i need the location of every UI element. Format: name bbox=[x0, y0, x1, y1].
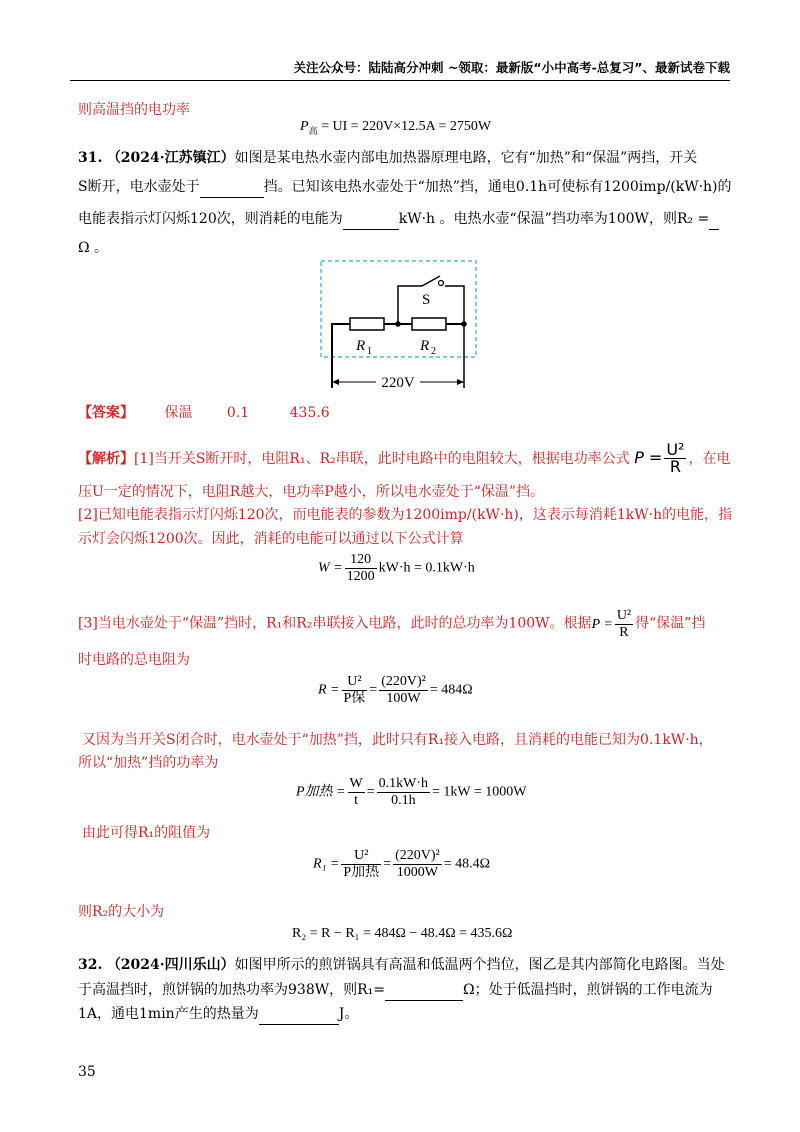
r1-eq-right: = 48.4Ω bbox=[443, 856, 491, 872]
power-rest: = UI = 220V×12.5A = 2750W bbox=[317, 119, 492, 134]
r1-den-1: P加热 bbox=[343, 865, 380, 880]
total-resistance-equation: R = $\frac{\text{U²}}{\text{P保}}$ = $\frac{\text{(220V)²}}{100W}$ = 484Ω bbox=[318, 674, 473, 706]
formula2-p: P = bbox=[591, 616, 613, 632]
switch-blade bbox=[422, 276, 440, 286]
resistance-fraction-1 bbox=[342, 674, 368, 707]
analysis-text-5b: 得“保温”挡 bbox=[635, 615, 706, 632]
q31-blank-3[interactable] bbox=[709, 209, 719, 230]
header-rule bbox=[70, 80, 730, 81]
heating-fraction-2 bbox=[377, 776, 430, 809]
analysis-line-3: [2]已知电能表指示灯闪烁120次，而电能表的参数为1200imp/(kW·h)，这表示每消耗1kW·h的电能，指 bbox=[78, 507, 733, 523]
r1-den-2: 1000W bbox=[396, 865, 438, 880]
q32-text-2b: Ω；处于低温挡时，煎饼锅的工作电流为 bbox=[463, 982, 713, 998]
energy-den: 1200 bbox=[346, 569, 375, 584]
q31-blank-2[interactable] bbox=[343, 209, 399, 230]
q32-line-2 bbox=[78, 980, 728, 1001]
resistance-eq-right: = 484Ω bbox=[429, 682, 473, 698]
analysis-line-8: 所以“加热”挡的功率为 bbox=[78, 755, 219, 771]
energy-fraction bbox=[345, 552, 377, 585]
heating-den-2: 0.1h bbox=[391, 793, 416, 808]
formula2-fraction bbox=[615, 608, 633, 641]
q31-line-2 bbox=[78, 177, 732, 198]
analysis-line-6: 时电路的总电阻为 bbox=[78, 652, 190, 668]
voltage-label: 220V bbox=[381, 375, 415, 391]
circuit-diagram bbox=[316, 258, 486, 398]
resistance-den-2: 100W bbox=[386, 691, 421, 706]
analysis-line-9: 由此可得R₁的阻值为 bbox=[82, 825, 211, 841]
left-wire bbox=[332, 324, 350, 388]
r1-fraction-2 bbox=[393, 848, 442, 881]
answer-line bbox=[78, 403, 728, 423]
arrow-right-head bbox=[457, 379, 464, 385]
analysis-line-1 bbox=[78, 440, 731, 476]
analysis-line-2: 压U一定的情况下，电阻R越大，电功率P越小，所以电水壶处于“保温”挡。 bbox=[78, 484, 545, 500]
answer-3: 435.6 bbox=[289, 405, 330, 421]
r2-subscript: 2 bbox=[431, 346, 436, 357]
formula1-p: P = bbox=[634, 448, 663, 467]
heating-power-equation: P加热 = $\frac{W}{t}$ = $\frac{0.1kW\cdot h}{0.1h}$ = 1kW = 1000W bbox=[296, 776, 527, 808]
resistance-eq-left: R = bbox=[318, 682, 340, 698]
formula2-den: R bbox=[619, 625, 629, 640]
r2-equation: R₂ = R − R₁ = 484Ω − 48.4Ω = 435.6Ω bbox=[292, 926, 513, 941]
q32-text-3b: J。 bbox=[338, 1006, 359, 1022]
switch-wire-right bbox=[445, 286, 464, 388]
analysis-line-5 bbox=[78, 608, 728, 641]
formula-p-u2-r bbox=[634, 440, 688, 476]
formula1-fraction bbox=[664, 442, 686, 475]
power-symbol: P bbox=[300, 119, 309, 134]
energy-eq-left: W = bbox=[318, 560, 343, 576]
resistance-den-1: P保 bbox=[343, 691, 366, 706]
r1-fraction-1 bbox=[341, 848, 381, 881]
analysis-text-5a: [3]当电水壶处于“保温”挡时，R₁和R₂串联接入电路，此时的总功率为100W。根据 bbox=[78, 615, 592, 632]
q31-text-1: 如图是某电热水壶内部电加热器原理电路，它有“加热”和“保温”两挡，开关 bbox=[234, 150, 698, 166]
r1-subscript: 1 bbox=[367, 346, 372, 357]
q32-text-1: 如图甲所示的煎饼锅具有高温和低温两个挡位，图乙是其内部简化电路图。当处 bbox=[234, 957, 725, 973]
q32-line-1 bbox=[78, 955, 728, 975]
answer-label: 【答案】 bbox=[78, 405, 134, 421]
resistor-r2 bbox=[412, 318, 446, 330]
heating-den-1: t bbox=[354, 793, 359, 808]
formula-p-u2-r-2 bbox=[591, 608, 636, 640]
q32-source: （2024·四川乐山） bbox=[106, 957, 235, 973]
q31-text-2a: S断开，电水壶处于 bbox=[78, 179, 200, 195]
switch-contact bbox=[439, 281, 444, 286]
q32-blank-2[interactable] bbox=[259, 1004, 339, 1025]
q32-blank-1[interactable] bbox=[385, 980, 463, 1001]
heating-num-1: W bbox=[349, 776, 363, 791]
power-equation bbox=[300, 119, 491, 137]
resistor-r1 bbox=[350, 318, 384, 330]
r1-num-1: U² bbox=[341, 848, 381, 865]
heating-eq-right: = 1kW = 1000W bbox=[432, 784, 527, 800]
analysis-label: 【解析】 bbox=[78, 451, 134, 467]
arrow-left-head bbox=[332, 379, 339, 385]
formula1-num: U² bbox=[666, 440, 685, 459]
r2-label: R bbox=[420, 338, 430, 354]
r1-num-2: (220V)² bbox=[395, 848, 440, 863]
q31-text-3b: kW·h 。电热水壶“保温”挡功率为100W，则R₂ = bbox=[398, 211, 710, 227]
q31-source: （2024·江苏镇江） bbox=[106, 150, 235, 166]
analysis-text-1b: ，在电 bbox=[688, 451, 731, 467]
q32-text-2a: 于高温挡时，煎饼锅的加热功率为938W，则R₁= bbox=[78, 982, 385, 998]
q31-number: 31. bbox=[78, 150, 103, 166]
q31-line-1 bbox=[78, 148, 728, 168]
formula1-den: R bbox=[669, 457, 681, 476]
resistance-fraction-2 bbox=[379, 674, 428, 707]
answer-2: 0.1 bbox=[226, 405, 250, 421]
energy-equation bbox=[318, 552, 475, 585]
heating-fraction-1 bbox=[348, 776, 365, 809]
q32-text-3a: 1A，通电1min产生的热量为 bbox=[78, 1006, 259, 1022]
formula2-num: U² bbox=[616, 608, 632, 623]
heating-eq-left: P加热 = bbox=[296, 784, 346, 800]
q31-blank-1[interactable] bbox=[200, 177, 264, 198]
r1-eq-left: R₁ = bbox=[313, 856, 340, 872]
q31-text-3a: 电能表指示灯闪烁120次，则消耗的电能为 bbox=[78, 211, 343, 227]
answer-1: 保温 bbox=[164, 405, 193, 421]
energy-eq-right: kW·h = 0.1kW·h bbox=[378, 560, 475, 576]
page-number: 35 bbox=[78, 1064, 96, 1080]
power-subscript: 高 bbox=[308, 125, 318, 136]
analysis-line-10: 则R₂的大小为 bbox=[78, 904, 165, 920]
r1-equation: R₁ = $\frac{\text{U²}}{\text{P加热}}$ = $\frac{\text{(220V)²}}{1000W}$ = 48.4Ω bbox=[313, 848, 491, 880]
r1-label: R bbox=[356, 338, 366, 354]
analysis-text-1a: [1]当开关S断开时，电阻R₁、R₂串联，此时电路中的电阻较大，根据电功率公式 bbox=[134, 451, 630, 467]
q31-text-2b: 挡。已知该电热水壶处于“加热”挡，通电0.1h可使标有1200imp/(kW·h)的 bbox=[263, 179, 732, 195]
analysis-line-7: 又因为当开关S闭合时，电水壶处于“加热”挡，此时只有R₁接入电路，且消耗的电能已知为0.1kW·h， bbox=[82, 732, 713, 748]
q32-line-3 bbox=[78, 1004, 728, 1025]
resistance-num-2: (220V)² bbox=[381, 674, 426, 689]
analysis-line-4: 示灯会闪烁1200次。因此，消耗的电能可以通过以下公式计算 bbox=[78, 531, 464, 547]
resistance-num-1: U² bbox=[342, 674, 368, 691]
page-header: 关注公众号：陆陆高分冲刺 ~领取：最新版“小中高考-总复习”、最新试卷下载 bbox=[293, 60, 730, 75]
q32-number: 32. bbox=[78, 957, 103, 973]
energy-num: 120 bbox=[345, 552, 377, 569]
switch-label: S bbox=[422, 292, 431, 308]
q31-line-4: Ω 。 bbox=[78, 240, 109, 256]
heating-num-2: 0.1kW·h bbox=[378, 776, 429, 791]
q31-line-3 bbox=[78, 209, 728, 230]
power-title: 则高温挡的电功率 bbox=[78, 102, 190, 118]
